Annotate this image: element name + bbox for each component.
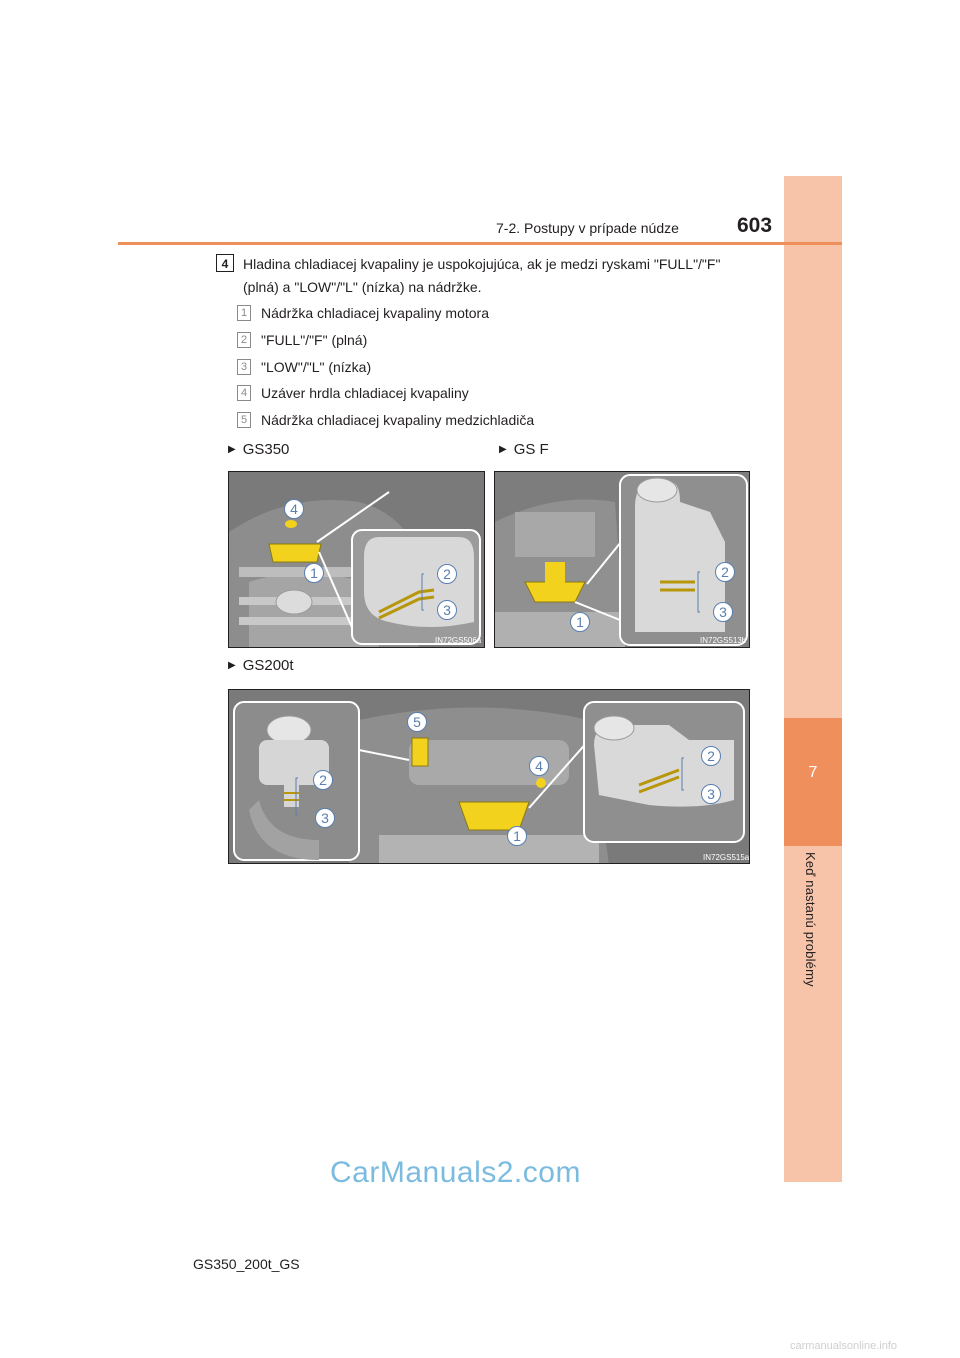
engine-illustration-gs350	[229, 472, 485, 648]
callout-marker: 1	[304, 563, 324, 583]
callout-marker: 3	[701, 784, 721, 804]
legend-number: 5	[237, 412, 251, 428]
callout-marker: 4	[529, 756, 549, 776]
variant-label: GS F	[513, 441, 549, 458]
figure-code: IN72GS513b	[700, 636, 747, 645]
chapter-side-tab	[784, 176, 842, 1182]
step-number-badge: 4	[216, 254, 234, 272]
callout-marker: 4	[284, 499, 304, 519]
legend-label: "FULL"/"F" (plná)	[261, 332, 368, 348]
callout-marker: 2	[715, 562, 735, 582]
step-text: Hladina chladiacej kvapaliny je uspokojujúca, ak je medzi ryskami "FULL"/"F" (plná) a "LOW"/"L" (nízka) na nádržke.	[243, 256, 721, 295]
triangle-bullet-icon: ▶	[228, 444, 236, 455]
watermark-footer: carmanualsonline.info	[790, 1340, 898, 1352]
triangle-bullet-icon: ▶	[228, 660, 236, 671]
variant-label: GS350	[242, 441, 290, 458]
section-title: 7-2. Postupy v prípade núdze	[496, 220, 679, 236]
chapter-number-box	[784, 718, 842, 846]
footer-model-code: GS350_200t_GS	[193, 1256, 300, 1272]
figure-gs350	[228, 471, 485, 648]
chapter-number: 7	[808, 764, 818, 781]
callout-marker: 2	[701, 746, 721, 766]
legend-label: "LOW"/"L" (nízka)	[261, 359, 372, 375]
callout-marker: 1	[507, 826, 527, 846]
figure-code: IN72GS515a	[703, 853, 750, 862]
triangle-bullet-icon: ▶	[499, 444, 507, 455]
watermark-text: CarManuals2.com	[330, 1156, 581, 1189]
page-number: 603	[737, 214, 773, 237]
legend-number: 1	[237, 305, 251, 321]
engine-illustration-gsf	[495, 472, 750, 648]
figure-gsf	[494, 471, 750, 648]
callout-marker: 1	[570, 612, 590, 632]
figure-code: IN72GS506a	[435, 636, 482, 645]
variant-heading-gs350	[228, 441, 289, 458]
figure-gs200t	[228, 689, 750, 864]
callout-marker: 5	[407, 712, 427, 732]
variant-heading-gs200t	[228, 657, 294, 674]
legend-number: 3	[237, 359, 251, 375]
header-rule	[118, 242, 842, 245]
callout-marker: 3	[315, 808, 335, 828]
variant-label: GS200t	[242, 657, 294, 674]
legend-item	[237, 410, 534, 430]
legend-item	[237, 303, 489, 323]
legend-item	[237, 357, 371, 377]
callout-marker: 3	[713, 602, 733, 622]
callout-marker: 3	[437, 600, 457, 620]
chapter-title: Keď nastanú problémy	[803, 852, 818, 987]
legend-item	[237, 383, 469, 403]
callout-marker: 2	[437, 564, 457, 584]
legend-number: 4	[237, 385, 251, 401]
legend-label: Nádržka chladiacej kvapaliny medzichladiča	[261, 412, 535, 428]
legend-label: Nádržka chladiacej kvapaliny motora	[261, 305, 489, 321]
callout-marker: 2	[313, 770, 333, 790]
legend-label: Uzáver hrdla chladiacej kvapaliny	[261, 385, 469, 401]
legend-number: 2	[237, 332, 251, 348]
variant-heading-gsf	[499, 441, 549, 458]
engine-illustration-gs200t	[229, 690, 750, 864]
legend-item	[237, 330, 367, 350]
